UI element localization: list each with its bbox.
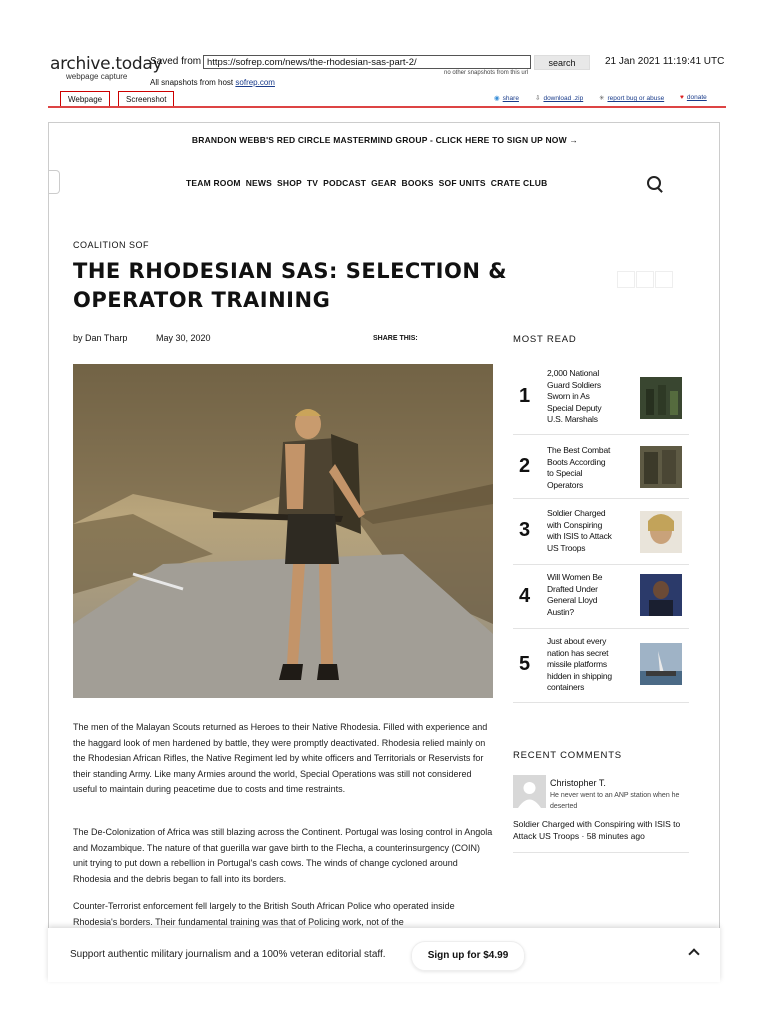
host-link[interactable]: sofrep.com <box>235 78 275 87</box>
saved-from-label: Saved from <box>150 56 202 67</box>
url-field[interactable]: https://sofrep.com/news/the-rhodesian-sas-part-2/ <box>203 55 531 69</box>
download-link-label: download .zip <box>543 95 584 102</box>
share-link[interactable] <box>494 94 519 102</box>
nav-item-shop[interactable]: SHOP <box>277 178 302 188</box>
download-icon: ⇩ <box>535 95 541 102</box>
share-link-label: share <box>502 95 519 102</box>
archive-logo[interactable]: archive.today <box>50 54 163 74</box>
heart-icon: ♥ <box>680 94 684 101</box>
no-other-snapshots-text: no other snapshots from this url <box>444 70 529 76</box>
archive-logo-subtitle: webpage capture <box>66 72 128 81</box>
article-paragraph-2: The De-Colonization of Africa was still blazing across the Continent. Portugal was losing control in Angola and Mozambique. The nature of that guerilla war gave birth to the Flecha, a counterinsurgency (COIN) unit trying to put down a rebellion in Portugal's cash cows. The winds of change cycloned around Rhodesia and the debris began to fall into its borders. <box>73 827 493 884</box>
most-read-item-5[interactable] <box>513 629 689 703</box>
nav-item-crate-club[interactable]: CRATE CLUB <box>490 178 548 188</box>
comment-snippet[interactable]: He never went to an ANP station when he deserted <box>550 792 680 810</box>
article-date: May 30, 2020 <box>156 333 211 343</box>
comment-time: · 58 minutes ago <box>581 831 645 841</box>
share-label: SHARE THIS: <box>373 335 418 342</box>
tab-underline <box>48 106 726 108</box>
article-paragraph-1: The men of the Malayan Scouts returned as Heroes to their Native Rhodesia. Filled with experience and the haggard look of men hardened by battle, they were promptly deactivated. Rhodesia relied mainly on the Rhodesian African Rifles, the Native Regiment led by white officers and Territorials or Reservists for their standing Army. Like many Armies around the world, Special Operations was still not considered useful to maintain during peacetime due to costs and time restraints. <box>73 722 488 795</box>
most-read-number: 5 <box>519 653 531 675</box>
article-title: THE RHODESIAN SAS: SELECTION & OPERATOR TRAINING <box>73 259 508 312</box>
most-read-item-3[interactable] <box>513 499 689 565</box>
subscription-bar <box>48 928 720 982</box>
recent-comments-heading: RECENT COMMENTS <box>513 750 622 761</box>
nav-item-gear[interactable]: GEAR <box>371 178 397 188</box>
comment-divider <box>513 852 689 853</box>
share-icon: ◉ <box>494 95 500 102</box>
most-read-number: 1 <box>519 385 531 407</box>
donate-link[interactable] <box>680 94 707 101</box>
download-link[interactable] <box>535 94 583 102</box>
most-read-title: The Best Combat Boots According to Special Operators <box>547 445 611 490</box>
subscription-text: Support authentic military journalism and a 100% veteran editorial staff. <box>70 949 386 960</box>
most-read-title: 2,000 National Guard Soldiers Sworn in As Special Deputy U.S. Marshals <box>547 368 602 424</box>
most-read-title: Just about every nation has secret missile platforms hidden in shipping containers <box>547 636 612 692</box>
avatar <box>513 775 546 808</box>
archived-page <box>48 122 720 982</box>
all-snapshots-line <box>150 78 275 87</box>
all-snapshots-prefix: All snapshots from host <box>150 78 234 87</box>
nav-item-tv[interactable]: TV <box>306 178 319 188</box>
share-buttons-top <box>617 271 674 293</box>
most-read-thumbnail <box>640 574 682 616</box>
chevron-up-icon[interactable] <box>688 948 699 959</box>
nav-item-team-room[interactable]: TEAM ROOM <box>186 178 241 188</box>
tab-screenshot[interactable]: Screenshot <box>118 91 174 107</box>
capture-date: 21 Jan 2021 11:19:41 UTC <box>605 56 725 67</box>
donate-link-label: donate <box>686 94 707 101</box>
share-facebook-icon[interactable] <box>617 271 635 288</box>
most-read-item-1[interactable] <box>513 361 689 435</box>
nav-item-news[interactable]: NEWS <box>245 178 272 188</box>
promo-banner[interactable]: BRANDON WEBB'S RED CIRCLE MASTERMIND GROUP - CLICK HERE TO SIGN UP NOW → <box>191 135 579 145</box>
most-read-item-2[interactable] <box>513 435 689 499</box>
bug-icon: ✳ <box>599 95 605 102</box>
report-link-label: report bug or abuse <box>607 95 665 102</box>
most-read-title: Soldier Charged with Conspiring with ISIS to Attack US Troops <box>547 508 612 553</box>
article-byline[interactable]: by Dan Tharp <box>73 333 128 343</box>
tab-webpage[interactable]: Webpage <box>60 91 110 107</box>
search-button[interactable]: search <box>534 55 590 70</box>
most-read-thumbnail <box>640 377 682 419</box>
nav-item-books[interactable]: BOOKS <box>401 178 434 188</box>
article-category[interactable]: COALITION SOF <box>73 240 150 250</box>
most-read-thumbnail <box>640 446 682 488</box>
most-read-item-4[interactable] <box>513 565 689 629</box>
comment-author[interactable]: Christopher T. <box>550 778 606 788</box>
most-read-heading: MOST READ <box>513 334 577 345</box>
share-twitter-icon[interactable] <box>636 271 654 288</box>
hero-image <box>73 364 493 698</box>
most-read-number: 4 <box>519 585 531 607</box>
article-paragraph-3: Counter-Terrorist enforcement fell largely to the British South African Police who operated inside Rhodesia's borders. Their fundamental training was that of Policing work, not of the <box>73 901 455 927</box>
comment-post-link[interactable]: Soldier Charged with Conspiring with ISIS to Attack US Troops <box>513 819 681 841</box>
search-icon[interactable] <box>647 176 661 190</box>
report-link[interactable] <box>599 94 664 102</box>
nav-item-podcast[interactable]: PODCAST <box>323 178 367 188</box>
site-logo[interactable] <box>48 170 60 194</box>
nav-item-sof-units[interactable]: SOF UNITS <box>438 178 486 188</box>
most-read-thumbnail <box>640 643 682 685</box>
most-read-number: 2 <box>519 455 531 477</box>
signup-button[interactable]: Sign up for $4.99 <box>411 941 525 971</box>
share-email-icon[interactable] <box>655 271 673 288</box>
most-read-title: Will Women Be Drafted Under General Lloyd Austin? <box>547 572 603 617</box>
comment-post-line <box>513 818 693 842</box>
most-read-thumbnail <box>640 511 682 553</box>
main-nav <box>186 178 552 188</box>
most-read-number: 3 <box>519 519 531 541</box>
